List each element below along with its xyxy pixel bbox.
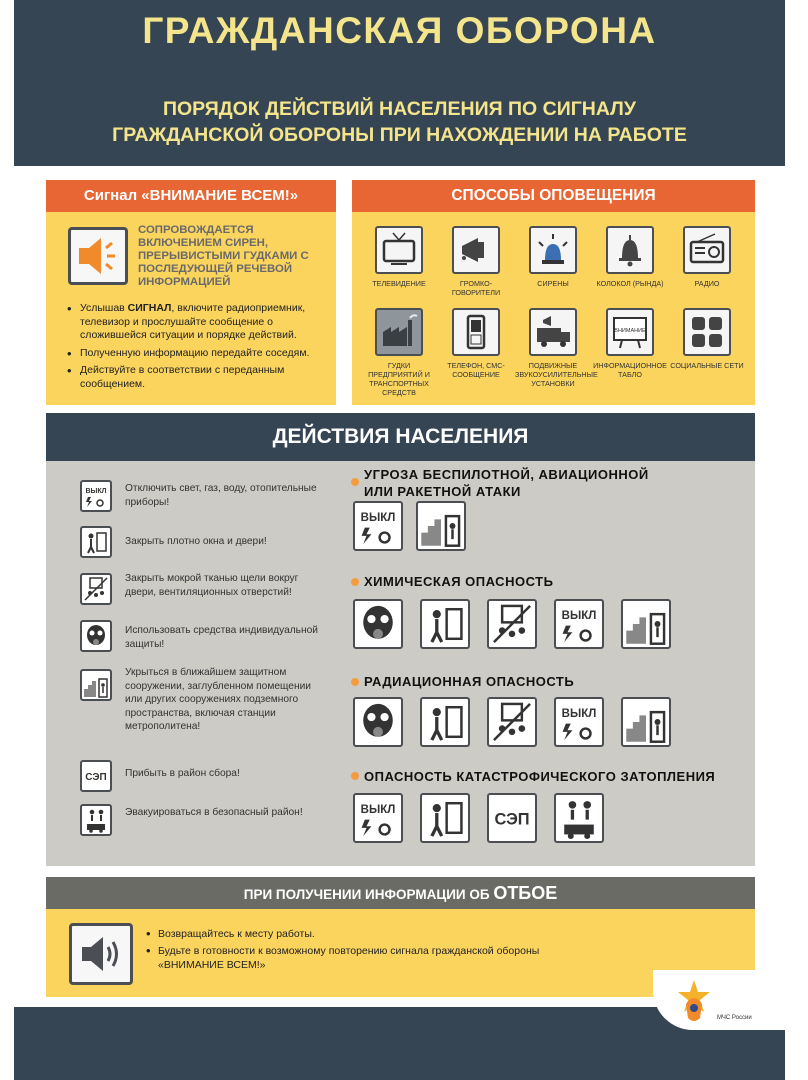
speaker-icon: [71, 230, 125, 282]
actions-panel: [46, 461, 755, 866]
actions-heading: ДЕЙСТВИЯ НАСЕЛЕНИЯ: [46, 413, 755, 461]
social-networks-icon: [683, 308, 731, 356]
wet-cloth-icon: [487, 599, 537, 649]
tv-icon: [375, 226, 423, 274]
wet-cloth-icon: [487, 697, 537, 747]
switch-off-icon: [80, 480, 112, 512]
header-banner: [14, 0, 785, 166]
close-windows-icon: [80, 526, 112, 558]
gas-mask-icon: [353, 697, 403, 747]
legend-text-gas-mask: Использовать средства индивидуальной защиты!: [125, 625, 318, 650]
evacuation-icon: [554, 793, 604, 843]
gas-mask-icon: [80, 620, 112, 652]
legend-text-close-windows: Закрыть плотно окна и двери!: [125, 536, 267, 547]
radio-icon: [683, 226, 731, 274]
switch-off-icon: [353, 793, 403, 843]
method-tv: ТЕЛЕВИДЕНИЕ: [361, 226, 437, 288]
signal-heading: Сигнал «ВНИМАНИЕ ВСЕМ!»: [46, 180, 336, 212]
svg-text:ВЫКЛ: ВЫКЛ: [85, 488, 107, 495]
legend-text-wet-cloth: Закрыть мокрой тканью щели вокруг двери, вентиляционных отверстий!: [125, 573, 299, 598]
subtitle-line-1: ПОРЯДОК ДЕЙСТВИЙ НАСЕЛЕНИЯ ПО СИГНАЛУ: [162, 98, 636, 120]
signal-box-icon: [68, 227, 128, 285]
bullet-dot: [351, 478, 359, 486]
close-windows-icon: [420, 697, 470, 747]
shelter-icon: [80, 669, 112, 701]
legend-text-evacuate: Эвакуироваться в безопасный район!: [125, 807, 303, 818]
signal-bullet-1: • Услышав СИГНАЛ, включите радиоприемник, телевизор и прослушайте сообщение о сложившейся ситуации и порядке действий.: [64, 302, 332, 343]
legend-text-assembly-point: Прибыть в район сбора!: [125, 768, 240, 779]
svg-text:ВЫКЛ: ВЫКЛ: [360, 804, 396, 817]
method-radio: РАДИО: [669, 226, 745, 288]
svg-text:ВЫКЛ: ВЫКЛ: [561, 708, 597, 721]
all-clear-bullet-1: • Возвращайтесь к месту работы.: [146, 927, 566, 941]
speaker-icon: [69, 923, 133, 985]
loudspeaker-icon: [452, 226, 500, 274]
phone-icon: [452, 308, 500, 356]
method-mobile-speakers: ПОДВИЖНЫЕ ЗВУКОУСИЛИТЕЛЬНЫЕ УСТАНОВКИ: [515, 308, 591, 388]
signal-description: СОПРОВОЖДАЕТСЯ ВКЛЮЧЕНИЕМ СИРЕН, ПРЕРЫВИСТЫМИ ГУДКАМИ С ПОСЛЕДУЮЩЕЙ РЕЧЕВОЙ ИНФОРМАЦИЕЙ: [138, 224, 309, 288]
sep-icon: [487, 793, 537, 843]
all-clear-bullet-2: • Будьте в готовности к возможному повторению сигнала гражданской обороны «ВНИМАНИЕ ВСЕМ!»: [146, 944, 566, 972]
threat-title-chemical: ХИМИЧЕСКАЯ ОПАСНОСТЬ: [364, 574, 554, 589]
threat-title-air-attack: УГРОЗА БЕСПИЛОТНОЙ, АВИАЦИОННОЙ ИЛИ РАКЕТНОЙ АТАКИ: [364, 467, 649, 499]
close-windows-icon: [420, 599, 470, 649]
method-sirens: СИРЕНЫ: [515, 226, 591, 288]
mchs-emblem-icon: [674, 978, 714, 1028]
bell-icon: [606, 226, 654, 274]
legend-text-shelter: Укрыться в ближайшем защитном сооружении, заглубленном помещении или других сооружениях подземного пространства, включая станции метрополитена!: [125, 667, 311, 732]
page-title: ГРАЖДАНСКАЯ ОБОРОНА: [142, 10, 657, 51]
method-factory-horns: ГУДКИ ПРЕДПРИЯТИЙ И ТРАНСПОРТНЫХ СРЕДСТВ: [361, 308, 437, 397]
svg-text:ВНИМАНИЕ: ВНИМАНИЕ: [614, 328, 646, 334]
shelter-icon: [621, 697, 671, 747]
close-windows-icon: [420, 793, 470, 843]
siren-icon: [529, 226, 577, 274]
method-loudspeakers: ГРОМКО-ГОВОРИТЕЛИ: [438, 226, 514, 297]
svg-text:СЭП: СЭП: [85, 772, 107, 783]
all-clear-heading: ПРИ ПОЛУЧЕНИИ ИНФОРМАЦИИ ОБ ОТБОЕ: [46, 877, 755, 909]
signal-bullet-3: • Действуйте в соответствии с переданным сообщением.: [64, 364, 332, 391]
method-bell: КОЛОКОЛ (РЫНДА): [592, 226, 668, 288]
signal-panel: [46, 180, 336, 405]
wet-cloth-icon: [80, 573, 112, 605]
bullet-dot: [351, 772, 359, 780]
switch-off-icon: [353, 501, 403, 551]
mchs-label: МЧС России: [717, 1015, 752, 1021]
info-board-icon: [606, 308, 654, 356]
page-subtitle: [14, 96, 785, 148]
shelter-icon: [621, 599, 671, 649]
notification-methods-panel: [352, 180, 755, 405]
threat-title-flooding: ОПАСНОСТЬ КАТАСТРОФИЧЕСКОГО ЗАТОПЛЕНИЯ: [364, 769, 716, 784]
shelter-icon: [416, 501, 466, 551]
switch-off-icon: [554, 599, 604, 649]
subtitle-line-2: ГРАЖДАНСКОЙ ОБОРОНЫ ПРИ НАХОЖДЕНИИ НА РАБОТЕ: [112, 124, 687, 146]
signal-instructions: [64, 302, 332, 395]
signal-bullet-2: • Полученную информацию передайте соседям.: [64, 347, 332, 361]
svg-text:ВЫКЛ: ВЫКЛ: [360, 512, 396, 525]
switch-off-icon: [554, 697, 604, 747]
svg-text:СЭП: СЭП: [494, 810, 530, 829]
method-phone-sms: ТЕЛЕФОН, СМС-СООБЩЕНИЕ: [438, 308, 514, 379]
method-info-board: ВНИМАНИЕ ИНФОРМАЦИОННОЕ ТАБЛО: [592, 308, 668, 379]
all-clear-panel: [46, 909, 755, 997]
gas-mask-icon: [353, 599, 403, 649]
evacuation-icon: [80, 804, 112, 836]
bullet-dot: [351, 678, 359, 686]
bullet-dot: [351, 578, 359, 586]
factory-icon: [375, 308, 423, 356]
svg-text:ВЫКЛ: ВЫКЛ: [561, 610, 597, 623]
legend-text-switch-off: Отключить свет, газ, воду, отопительные приборы!: [125, 483, 317, 508]
sep-icon: [80, 760, 112, 792]
methods-heading: СПОСОБЫ ОПОВЕЩЕНИЯ: [352, 180, 755, 212]
method-social-networks: СОЦИАЛЬНЫЕ СЕТИ: [669, 308, 745, 370]
all-clear-instructions: [146, 927, 566, 975]
mobile-speaker-icon: [529, 308, 577, 356]
threat-title-radiation: РАДИАЦИОННАЯ ОПАСНОСТЬ: [364, 674, 575, 689]
